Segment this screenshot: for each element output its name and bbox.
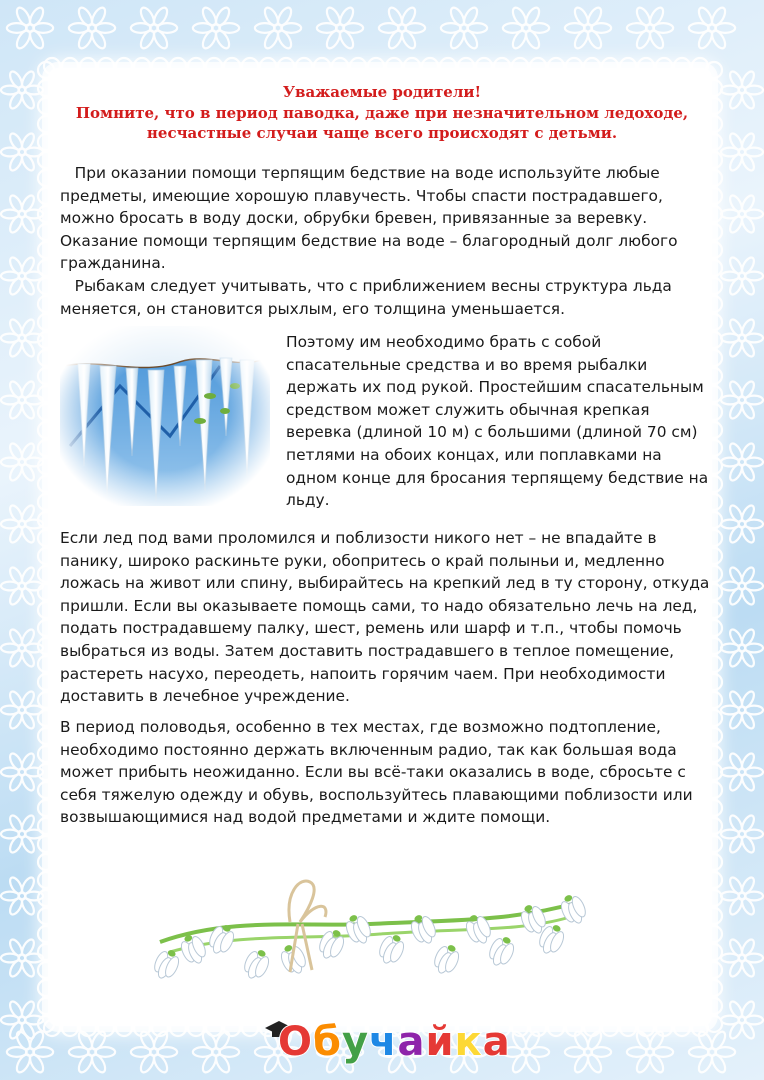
text-line: меняется, он становится рыхлым, его толщина уменьшается. <box>60 299 565 318</box>
text-line: выбраться из воды. Затем доставить пострадавшего в теплое помещение, <box>60 641 675 660</box>
paragraph-flood <box>60 716 693 829</box>
text-line: гражданина. <box>60 254 166 273</box>
text-line: Оказание помощи терпящим бедствие на воде – благородный долг любого <box>60 231 678 250</box>
text-line: может прибыть неожиданно. Если вы всё-таки оказались в воде, сбросьте с <box>60 763 686 782</box>
text-line: Рыбакам следует учитывать, что с приближением весны структура льда <box>60 276 672 295</box>
text-line: панику, широко раскиньте руки, обопритесь о край полыньи и, медленно <box>60 551 665 570</box>
text-line: пришли. Если вы оказываете помощь сами, то надо обязательно лечь на лед, <box>60 596 698 615</box>
text-line: Поэтому им необходимо брать с собой <box>286 333 602 351</box>
snowdrop-garland-image <box>150 862 590 992</box>
obuchaika-logo <box>260 1014 511 1070</box>
heading-line: Помните, что в период паводка, даже при незначительном ледоходе, <box>75 103 689 122</box>
warning-heading <box>60 82 704 144</box>
text-line: одном конце для бросания терпящему бедствие на <box>286 468 709 487</box>
text-line: веревка (длиной 10 м) с большими (длиной 70 см) <box>286 423 698 442</box>
text-line: можно бросать в воду доски, обрубки бревен, привязанные за веревку. <box>60 209 648 228</box>
text-line: петлями на обоих концах, или поплавками на <box>286 445 662 464</box>
paragraph-rescue-equipment <box>286 331 708 512</box>
text-line: доставить в лечебное учреждение. <box>60 687 350 706</box>
text-line: подать пострадавшему палку, шест, ремень или шарф и т.п., чтобы помочь <box>60 619 682 638</box>
text-line: ложась на живот или спину, выбирайтесь на крепкий лед в ту сторону, откуда <box>60 574 710 593</box>
text-line: спасательные средства и во время рыбалки <box>286 355 648 374</box>
heading-line: несчастные случаи чаще всего происходят с детьми. <box>146 124 618 142</box>
text-line: держать их под рукой. Простейшим спасательным <box>286 378 704 397</box>
text-line: средством может служить обычная крепкая <box>286 400 650 419</box>
text-line: Если лед под вами проломился и поблизости никого нет – не впадайте в <box>60 529 657 547</box>
text-line: растереть насухо, переодеть, напоить горячим чаем. При необходимости <box>60 664 666 683</box>
text-line: себя тяжелую одежду и обувь, воспользуйтесь плавающими поблизости или <box>60 785 693 804</box>
text-line: В период половодья, особенно в тех местах, где возможно подтопление, <box>60 718 661 736</box>
logo-wordmark: Обучайка <box>278 1019 511 1065</box>
icicles-photo <box>60 326 270 506</box>
paragraph-rescue-help <box>60 162 678 320</box>
heading-line: Уважаемые родители! <box>282 83 482 101</box>
text-line: предметы, имеющие хорошую плавучесть. Чтобы спасти пострадавшего, <box>60 186 663 205</box>
text-line: необходимо постоянно держать включенным радио, так как большая вода <box>60 740 677 759</box>
text-line: возвышающимися над водой предметами и ждите помощи. <box>60 808 551 827</box>
text-line: При оказании помощи терпящим бедствие на воде используйте любые <box>60 164 660 182</box>
text-line: льду. <box>286 491 330 510</box>
paragraph-ice-break <box>60 527 709 708</box>
